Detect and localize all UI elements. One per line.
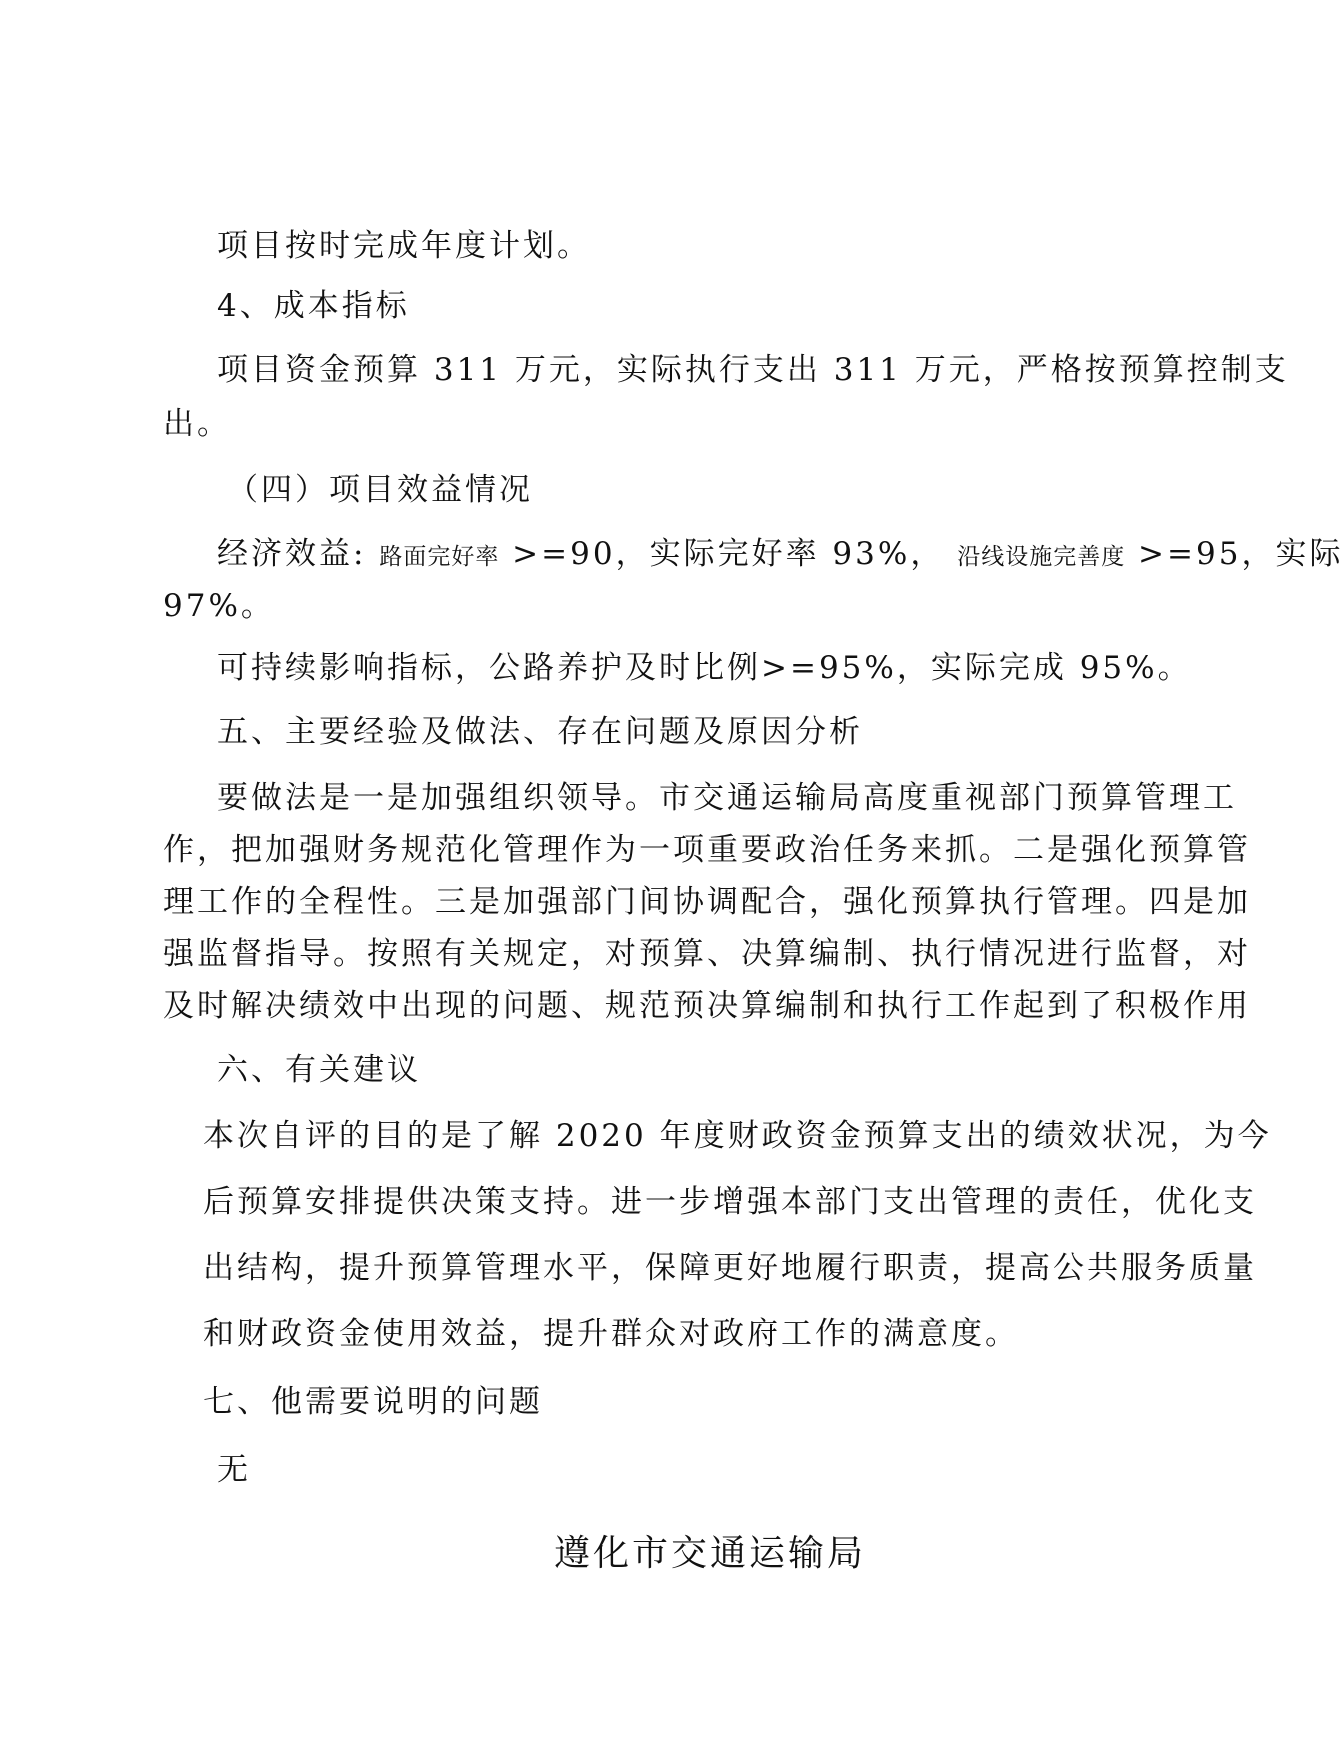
text-line: 本次自评的目的是了解 2020 年度财政资金预算支出的绩效状况，为今: [203, 1118, 1272, 1154]
section-heading: 4、成本指标: [217, 288, 410, 324]
text-line: 97%。: [163, 588, 275, 624]
text-line: 项目按时完成年度计划。: [217, 228, 591, 264]
text-line: 出结构，提升预算管理水平，保障更好地履行职责，提高公共服务质量: [203, 1250, 1257, 1286]
text-segment: 经济效益:: [217, 536, 367, 572]
text-line: 无: [217, 1452, 251, 1488]
signature-organization: 遵化市交通运输局: [554, 1533, 867, 1574]
text-segment: >=95，实际: [1138, 536, 1343, 572]
text-line: 出。: [163, 406, 231, 442]
economic-benefit-line: [217, 534, 1343, 577]
text-segment: 沿线设施完善度: [957, 544, 1126, 570]
text-line: 项目资金预算 311 万元，实际执行支出 311 万元，严格按预算控制支: [217, 352, 1289, 388]
text-segment: >=90，实际完好率 93%，: [512, 536, 945, 572]
text-segment: 路面完好率: [379, 544, 500, 570]
text-line: 强监督指导。按照有关规定，对预算、决算编制、执行情况进行监督，对: [163, 936, 1251, 972]
text-line: 和财政资金使用效益，提升群众对政府工作的满意度。: [203, 1316, 1019, 1352]
text-line: 及时解决绩效中出现的问题、规范预决算编制和执行工作起到了积极作用: [163, 988, 1251, 1024]
text-line: 作，把加强财务规范化管理作为一项重要政治任务来抓。二是强化预算管: [163, 832, 1251, 868]
text-line: 要做法是一是加强组织领导。市交通运输局高度重视部门预算管理工: [217, 780, 1237, 816]
section-heading: 五、主要经验及做法、存在问题及原因分析: [217, 714, 863, 750]
section-heading: （四）项目效益情况: [227, 472, 533, 508]
text-line: 后预算安排提供决策支持。进一步增强本部门支出管理的责任，优化支: [203, 1184, 1257, 1220]
text-line: 理工作的全程性。三是加强部门间协调配合，强化预算执行管理。四是加: [163, 884, 1251, 920]
section-heading: 七、他需要说明的问题: [203, 1384, 543, 1420]
text-line: 可持续影响指标，公路养护及时比例>=95%，实际完成 95%。: [217, 650, 1192, 686]
section-heading: 六、有关建议: [217, 1052, 421, 1088]
